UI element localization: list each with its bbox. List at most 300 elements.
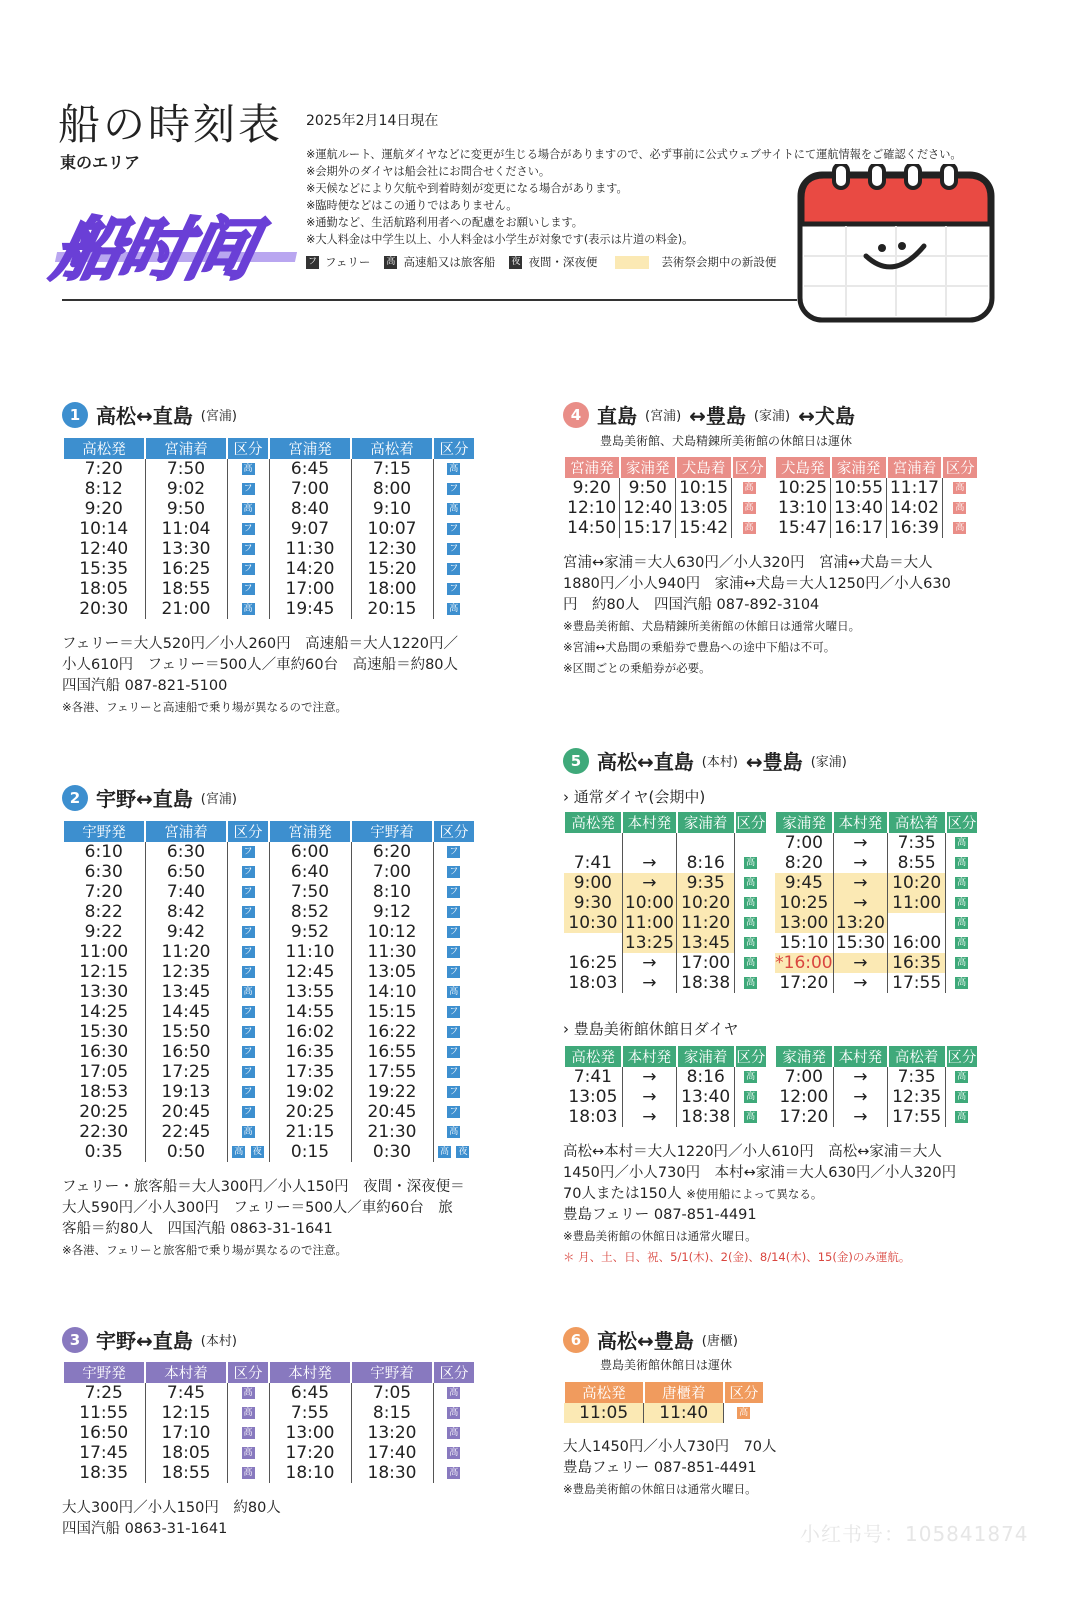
table-cell xyxy=(888,913,946,933)
table-cell: フ xyxy=(433,479,474,499)
table-row xyxy=(63,579,474,599)
table-cell: 9:12 xyxy=(351,902,433,922)
table-cell: 19:13 xyxy=(145,1082,227,1102)
table-cell: 高 xyxy=(227,1403,269,1423)
section-1-info: フェリー＝大人520円／小人260円 高速船＝大人1220円／ 小人610円 フェリー＝500人／車約60台 高速船＝約80人 四国汽船 087-821-5100 ※各港、フェリーと高速船で乗り場が異なるので注意。 xyxy=(62,636,459,714)
table-cell: 高 xyxy=(227,459,269,479)
section-5-title: 5 高松↔直島 (本村) ↔豊島 (家浦) xyxy=(563,746,847,775)
table-cell: 高 xyxy=(946,933,977,953)
table-cell: 10:30 xyxy=(564,913,622,933)
table-cell: 18:03 xyxy=(568,1107,618,1127)
table-cell: フ xyxy=(433,519,474,539)
night-icon: 夜 xyxy=(511,256,521,267)
table-cell: フ xyxy=(227,1002,269,1022)
table-cell: 高 xyxy=(735,873,766,893)
table-cell: 7:20 xyxy=(84,459,123,479)
table-cell: 6:40 xyxy=(269,862,351,882)
section-3-table: 宇野発 本村着 区分 本村発 宇野着 区分 7:25 7:45 高 6:45 7:05 高 11:55 12:15 高 7:55 8:15 高 16:50 17:10 高 13:00 13:20 高 17:45 18:05 高 17:20 17:40 高 18:35 18:55 高 18:10 18:30 高 xyxy=(62,1362,474,1483)
table-row xyxy=(63,1102,474,1122)
table-cell: 20:15 xyxy=(351,599,433,619)
table-cell: 高 xyxy=(735,913,766,933)
page-subtitle: 東のエリア xyxy=(60,153,141,172)
table-row xyxy=(63,902,474,922)
table-cell: 7:05 xyxy=(351,1383,433,1403)
table-cell: 11:00 xyxy=(622,913,676,933)
table-cell: フ xyxy=(227,942,269,962)
table-cell: 8:16 xyxy=(677,853,735,873)
table-cell: 7:35 xyxy=(888,1067,946,1087)
table-cell: 16:25 xyxy=(145,559,227,579)
table-cell: 高 xyxy=(227,499,269,519)
table-cell: 14:25 xyxy=(79,1002,129,1022)
festival-swatch-icon xyxy=(615,256,649,269)
table-cell: 17:40 xyxy=(351,1443,433,1463)
table-cell: 9:52 xyxy=(269,922,351,942)
table-cell: フ xyxy=(227,962,269,982)
table-row xyxy=(63,459,474,479)
table-cell: 10:07 xyxy=(351,519,433,539)
table-cell: 15:47 xyxy=(778,518,828,538)
table-cell: 18:38 xyxy=(677,1107,735,1127)
table-cell: 高 xyxy=(735,973,766,993)
table-cell: 17:55 xyxy=(888,1107,946,1127)
table-cell: 8:55 xyxy=(888,853,946,873)
page-title: 船の時刻表 xyxy=(58,100,284,149)
section-6-title: 6 高松↔豊島 (唐櫃) xyxy=(563,1325,738,1354)
table-cell: 11:55 xyxy=(79,1403,129,1423)
table-cell: 高 夜 xyxy=(433,1142,474,1162)
table-cell: フ xyxy=(433,862,474,882)
table-cell: 20:25 xyxy=(79,1102,129,1122)
table-cell: 7:00 xyxy=(351,862,433,882)
table-row xyxy=(63,922,474,942)
table-row xyxy=(63,1042,474,1062)
table-cell: 7:35 xyxy=(888,833,946,853)
table-row xyxy=(564,973,977,993)
table-cell: 7:41 xyxy=(573,853,612,873)
table-cell: 20:30 xyxy=(79,599,129,619)
table-cell xyxy=(564,933,622,953)
table-cell: 9:02 xyxy=(145,479,227,499)
table-cell: フ xyxy=(433,882,474,902)
section-5-label-b: › 豊島美術館休館日ダイヤ xyxy=(563,1020,739,1038)
table-cell: 高 xyxy=(735,893,766,913)
highspeed-icon: 高 xyxy=(386,256,396,267)
table-row xyxy=(564,1067,977,1087)
table-cell: フ xyxy=(433,539,474,559)
table-cell: 8:00 xyxy=(351,479,433,499)
table-cell: 14:02 xyxy=(887,498,943,518)
table-cell: 17:10 xyxy=(145,1423,227,1443)
table-row xyxy=(63,1403,474,1423)
table-cell: 16:39 xyxy=(887,518,943,538)
table-row xyxy=(564,893,977,913)
table-cell: 高 xyxy=(735,953,766,973)
table-cell xyxy=(735,833,766,853)
table-row xyxy=(63,539,474,559)
table-cell: 高 xyxy=(735,1107,766,1127)
table-cell: 高 xyxy=(227,599,269,619)
table-cell: 16:50 xyxy=(79,1423,129,1443)
table-cell: 11:20 xyxy=(145,942,227,962)
table-cell: 15:35 xyxy=(79,559,129,579)
table-cell: 9:20 xyxy=(84,499,123,519)
table-row xyxy=(63,962,474,982)
table-cell: 高 xyxy=(942,518,977,538)
table-cell: 17:20 xyxy=(779,973,829,993)
table-row xyxy=(564,498,977,518)
table-cell: 17:20 xyxy=(269,1443,351,1463)
table-cell: フ xyxy=(227,1062,269,1082)
table-cell: 12:35 xyxy=(888,1087,946,1107)
table-cell: 高 xyxy=(732,498,767,518)
table-row xyxy=(63,1122,474,1142)
table-cell: 21:30 xyxy=(351,1122,433,1142)
table-row xyxy=(63,519,474,539)
table-cell: 高 xyxy=(946,1107,977,1127)
table-cell: 10:00 xyxy=(622,893,676,913)
table-cell: 16:22 xyxy=(351,1022,433,1042)
table-cell: 18:35 xyxy=(79,1463,129,1483)
table-cell: 13:00 xyxy=(775,913,833,933)
table-cell: 高 xyxy=(946,913,977,933)
table-cell: → xyxy=(833,873,887,893)
table-row xyxy=(564,518,977,538)
table-cell: 11:00 xyxy=(79,942,129,962)
table-cell: 高 xyxy=(227,1122,269,1142)
section-5-table-a: 高松発 本村発 家浦着 区分 家浦発 本村発 高松着 区分 7:00 → 7:35 高 7:41 → 8:16 高 8:20 → 8:55 高 9:00 → 9:35 高 9:45 → 10:20 高 9:30 10:00 10:20 高 10:25 → 11:00 高 10:30 11:00 11:20 高 13:00 13:20 高 13:25 13:45 高 15:10 15:30 16:00 高 16:25 → 17:00 高 *16:00 → 16:35 高 18:03 → 18:38 高 17:20 → 17:55 高 xyxy=(563,812,977,993)
table-cell: 20:45 xyxy=(351,1102,433,1122)
table-cell: 高 xyxy=(732,518,767,538)
table-cell: 12:30 xyxy=(351,539,433,559)
table-row xyxy=(63,499,474,519)
table-row xyxy=(63,1423,474,1443)
table-cell: 15:30 xyxy=(833,933,887,953)
table-cell: 22:30 xyxy=(79,1122,129,1142)
watermark: 小红书号：105841874 xyxy=(800,1522,1029,1546)
table-cell: フ xyxy=(433,1062,474,1082)
table-cell: 高 xyxy=(433,1423,474,1443)
table-cell: 高 xyxy=(433,982,474,1002)
table-cell: 11:10 xyxy=(269,942,351,962)
table-cell: 16:55 xyxy=(351,1042,433,1062)
table-cell: 11:17 xyxy=(887,478,943,498)
table-cell: 高 xyxy=(433,1383,474,1403)
table-cell: 13:30 xyxy=(145,539,227,559)
table-cell: → xyxy=(622,853,676,873)
table-cell: フ xyxy=(227,519,269,539)
table-cell: 13:20 xyxy=(833,913,887,933)
table-cell: 11:00 xyxy=(888,893,946,913)
section-4-title: 4 直島 (宮浦) ↔豊島 (家浦) ↔犬島 xyxy=(563,400,855,429)
table-cell: → xyxy=(833,1087,887,1107)
table-cell: 22:45 xyxy=(145,1122,227,1142)
table-row xyxy=(63,882,474,902)
table-cell: フ xyxy=(227,1082,269,1102)
table-cell: 7:00 xyxy=(784,833,823,853)
table-row xyxy=(63,1383,474,1403)
table-cell: *16:00 xyxy=(775,953,833,973)
table-cell: 18:38 xyxy=(677,973,735,993)
table-cell: 15:30 xyxy=(79,1022,129,1042)
section-3-info: 大人300円／小人150円 約80人 四国汽船 0863-31-1641 xyxy=(62,1500,281,1537)
table-cell: 7:15 xyxy=(351,459,433,479)
table-cell: 高 xyxy=(227,982,269,1002)
table-cell: → xyxy=(833,833,887,853)
table-cell: 13:30 xyxy=(79,982,129,1002)
table-row xyxy=(564,953,977,973)
table-cell: 11:30 xyxy=(351,942,433,962)
table-cell: 0:50 xyxy=(145,1142,227,1162)
table-cell: → xyxy=(622,1087,676,1107)
table-cell: 高 xyxy=(946,973,977,993)
table-cell: 17:55 xyxy=(351,1062,433,1082)
table-cell: → xyxy=(833,1067,887,1087)
table-row xyxy=(63,559,474,579)
table-cell: 14:55 xyxy=(269,1002,351,1022)
table-cell: 16:35 xyxy=(888,953,946,973)
table-cell: 17:35 xyxy=(269,1062,351,1082)
table-cell: 8:42 xyxy=(145,902,227,922)
table-cell: 11:30 xyxy=(269,539,351,559)
table-row xyxy=(564,933,977,953)
table-row xyxy=(63,479,474,499)
table-row xyxy=(564,1087,977,1107)
table-cell: 17:20 xyxy=(779,1107,829,1127)
table-cell: 9:10 xyxy=(351,499,433,519)
table-row xyxy=(63,1022,474,1042)
table-cell: → xyxy=(622,953,676,973)
table-cell xyxy=(622,833,676,853)
section-5-table-b: 高松発 本村発 家浦着 区分 家浦発 本村発 高松着 区分 7:41 → 8:16 高 7:00 → 7:35 高 13:05 → 13:40 高 12:00 → 12:35 高 18:03 → 18:38 高 17:20 → 17:55 高 xyxy=(563,1046,977,1127)
table-cell: 8:22 xyxy=(84,902,123,922)
logo-text: 船时间 xyxy=(46,211,262,290)
table-row xyxy=(564,913,977,933)
table-row xyxy=(63,982,474,1002)
table-cell: 10:12 xyxy=(351,922,433,942)
table-cell: 6:50 xyxy=(145,862,227,882)
table-cell: 高 xyxy=(433,459,474,479)
table-cell: 6:10 xyxy=(84,842,123,862)
table-cell: 17:45 xyxy=(79,1443,129,1463)
table-cell: 8:40 xyxy=(269,499,351,519)
table-cell: 9:20 xyxy=(572,478,611,498)
table-cell: 0:30 xyxy=(351,1142,433,1162)
table-cell: 7:55 xyxy=(269,1403,351,1423)
table-cell: 高 xyxy=(946,1087,977,1107)
table-cell: 高 xyxy=(946,893,977,913)
table-cell: 16:30 xyxy=(79,1042,129,1062)
table-cell: 0:15 xyxy=(269,1142,351,1162)
table-cell: 高 xyxy=(433,1443,474,1463)
table-cell: 高 xyxy=(942,478,977,498)
table-cell: 16:02 xyxy=(269,1022,351,1042)
table-cell: フ xyxy=(433,579,474,599)
table-cell: 16:17 xyxy=(831,518,887,538)
table-cell: → xyxy=(833,853,887,873)
table-cell: 高 xyxy=(732,478,767,498)
section-4-table: 宮浦発 家浦発 犬島着 区分 犬島発 家浦発 宮浦着 区分 9:20 9:50 10:15 高 10:25 10:55 11:17 高 12:10 12:40 13:05 高 13:10 13:40 14:02 高 14:50 15:17 15:42 高 15:47 16:17 16:39 高 xyxy=(563,457,977,538)
table-cell: フ xyxy=(433,842,474,862)
table-cell: 8:16 xyxy=(677,1067,735,1087)
table-cell: 20:45 xyxy=(145,1102,227,1122)
table-row xyxy=(564,1107,977,1127)
table-cell: 15:20 xyxy=(351,559,433,579)
table-cell: 14:50 xyxy=(567,518,617,538)
table-row xyxy=(63,1062,474,1082)
table-cell: 7:45 xyxy=(145,1383,227,1403)
table-cell: 21:00 xyxy=(145,599,227,619)
table-cell: 18:55 xyxy=(145,1463,227,1483)
header-notes: ※運航ルート、運航ダイヤなどに変更が生じる場合がありますので、必ず事前に公式ウェブサイトにて運航情報をご確認ください。 ※会期外のダイヤは船会社にお問合せください。 ※天候などにより欠航や到着時刻が変更になる場合があります。 ※臨時便などはこの通りではありません。 ※通勤など、生活航路利用者への配慮をお願いします。 ※大人料金は中学生以上、小人料金は小学生が対象です(表示は片道の料金)。 xyxy=(306,148,962,246)
table-cell: 8:20 xyxy=(784,853,823,873)
table-cell: 18:00 xyxy=(351,579,433,599)
table-cell: 7:00 xyxy=(269,479,351,499)
table-cell: 12:40 xyxy=(620,498,676,518)
table-cell: 15:10 xyxy=(779,933,829,953)
table-cell: 9:30 xyxy=(564,893,622,913)
table-cell: → xyxy=(622,973,676,993)
table-cell: 6:45 xyxy=(269,1383,351,1403)
table-cell: 高 xyxy=(433,1403,474,1423)
table-cell: 高 xyxy=(433,1122,474,1142)
table-row xyxy=(63,1443,474,1463)
table-cell: 16:25 xyxy=(568,953,618,973)
table-cell: フ xyxy=(227,579,269,599)
table-cell: 高 xyxy=(735,933,766,953)
table-cell: 高 xyxy=(227,1463,269,1483)
table-cell: 高 xyxy=(735,1087,766,1107)
table-cell: 0:35 xyxy=(84,1142,123,1162)
table-cell: 高 xyxy=(942,498,977,518)
table-cell: 11:40 xyxy=(644,1403,724,1423)
table-cell: 9:50 xyxy=(620,478,676,498)
table-row xyxy=(63,1463,474,1483)
table-row xyxy=(63,842,474,862)
table-cell: フ xyxy=(433,962,474,982)
table-cell: 18:05 xyxy=(79,579,129,599)
table-cell: → xyxy=(622,1067,676,1087)
table-cell: 高 xyxy=(433,1463,474,1483)
table-cell: 11:05 xyxy=(564,1403,644,1423)
table-cell: 11:20 xyxy=(677,913,735,933)
table-cell: 16:50 xyxy=(145,1042,227,1062)
table-cell: → xyxy=(622,1107,676,1127)
table-cell: → xyxy=(833,1107,887,1127)
table-cell: 6:30 xyxy=(145,842,227,862)
section-6-info: 大人1450円／小人730円 70人 豊島フェリー 087-851-4491 ※豊島美術館の休館日は通常火曜日。 xyxy=(563,1439,777,1496)
table-cell: 17:05 xyxy=(79,1062,129,1082)
table-cell: フ xyxy=(227,1102,269,1122)
table-cell: → xyxy=(833,893,887,913)
table-cell xyxy=(677,833,735,853)
section-3-title: 3 宇野↔直島 (本村) xyxy=(62,1325,237,1354)
table-cell: 19:02 xyxy=(269,1082,351,1102)
table-cell: フ xyxy=(433,559,474,579)
table-cell: 13:45 xyxy=(145,982,227,1002)
table-cell: 15:42 xyxy=(676,518,732,538)
table-row xyxy=(564,853,977,873)
table-cell: 高 xyxy=(227,1423,269,1443)
table-row xyxy=(564,873,977,893)
section-2-title: 2 宇野↔直島 (宮浦) xyxy=(62,783,237,812)
table-cell: 高 xyxy=(735,1067,766,1087)
table-cell: 高 xyxy=(227,1443,269,1463)
section-6-caption: 豊島美術館休館日は運休 xyxy=(600,1358,733,1372)
table-cell: 6:30 xyxy=(84,862,123,882)
calendar-icon xyxy=(796,164,996,324)
table-cell: フ xyxy=(227,539,269,559)
table-cell: 高 xyxy=(946,953,977,973)
table-row xyxy=(564,478,977,498)
table-cell: 高 xyxy=(433,499,474,519)
table-cell: 7:00 xyxy=(784,1067,823,1087)
table-cell: 18:55 xyxy=(145,579,227,599)
table-cell: 12:10 xyxy=(567,498,617,518)
table-cell: 14:45 xyxy=(145,1002,227,1022)
table-cell: フ xyxy=(433,1102,474,1122)
table-cell: 14:20 xyxy=(269,559,351,579)
table-cell: 19:22 xyxy=(351,1082,433,1102)
table-cell: 17:25 xyxy=(145,1062,227,1082)
table-row xyxy=(63,599,474,619)
table-cell: 10:15 xyxy=(676,478,732,498)
table-cell: 高 xyxy=(735,853,766,873)
table-cell: → xyxy=(622,873,676,893)
table-cell: 高 xyxy=(227,1383,269,1403)
table-row xyxy=(564,833,977,853)
table-cell: 9:50 xyxy=(145,499,227,519)
table-row xyxy=(63,862,474,882)
table-cell: 18:10 xyxy=(269,1463,351,1483)
table-cell: フ xyxy=(433,1042,474,1062)
table-cell: 16:00 xyxy=(888,933,946,953)
table-cell: フ xyxy=(227,862,269,882)
table-cell: 13:10 xyxy=(778,498,828,518)
table-cell: 8:52 xyxy=(269,902,351,922)
table-cell: 7:41 xyxy=(573,1067,612,1087)
table-cell: 10:55 xyxy=(831,478,887,498)
table-cell: フ xyxy=(433,922,474,942)
legend: フ フェリー 高 高速船又は旅客船 夜 夜間・深夜便 芸術祭会期中の新設便 xyxy=(307,255,777,269)
section-1-table: 高松発 宮浦着 区分 宮浦発 高松着 区分 7:20 7:50 高 6:45 7:15 高 8:12 9:02 フ 7:00 8:00 フ 9:20 9:50 高 8:40 9:10 高 10:14 11:04 フ 9:07 10:07 フ 12:40 13:30 フ 11:30 12:30 フ 15:35 16:25 フ 14:20 15:20 フ 18:05 18:55 フ 17:00 18:00 フ 20:30 21:00 高 19:45 20:15 高 xyxy=(62,438,474,619)
table-cell: 17:55 xyxy=(888,973,946,993)
table-cell: 高 夜 xyxy=(227,1142,269,1162)
table-cell: 10:20 xyxy=(888,873,946,893)
table-cell: 18:03 xyxy=(568,973,618,993)
section-6-table: 高松発 唐櫃着 区分 11:05 11:40 高 xyxy=(563,1382,763,1423)
section-2-info: フェリー・旅客船＝大人300円／小人150円 夜間・深夜便＝ 大人590円／小人300円 フェリー＝500人／車約60台 旅 客船＝約80人 四国汽船 0863-31-1641 ※各港、フェリーと旅客船で乗り場が異なるので注意。 xyxy=(62,1179,465,1257)
table-cell: 9:42 xyxy=(145,922,227,942)
table-cell: 13:05 xyxy=(351,962,433,982)
table-cell: 高 xyxy=(433,599,474,619)
table-cell: フ xyxy=(227,559,269,579)
table-cell: 13:45 xyxy=(677,933,735,953)
table-cell: フ xyxy=(227,1042,269,1062)
section-4-caption: 豊島美術館、犬島精錬所美術館の休館日は運休 xyxy=(600,434,853,448)
table-cell: 17:00 xyxy=(677,953,735,973)
table-cell: 15:50 xyxy=(145,1022,227,1042)
table-cell: 7:25 xyxy=(84,1383,123,1403)
table-cell: 高 xyxy=(946,833,977,853)
table-row xyxy=(564,1403,763,1423)
table-cell: 9:22 xyxy=(84,922,123,942)
table-cell: フ xyxy=(227,842,269,862)
table-cell: 12:15 xyxy=(145,1403,227,1423)
table-cell: 18:53 xyxy=(79,1082,129,1102)
table-cell: 6:45 xyxy=(269,459,351,479)
table-cell: 9:45 xyxy=(775,873,833,893)
